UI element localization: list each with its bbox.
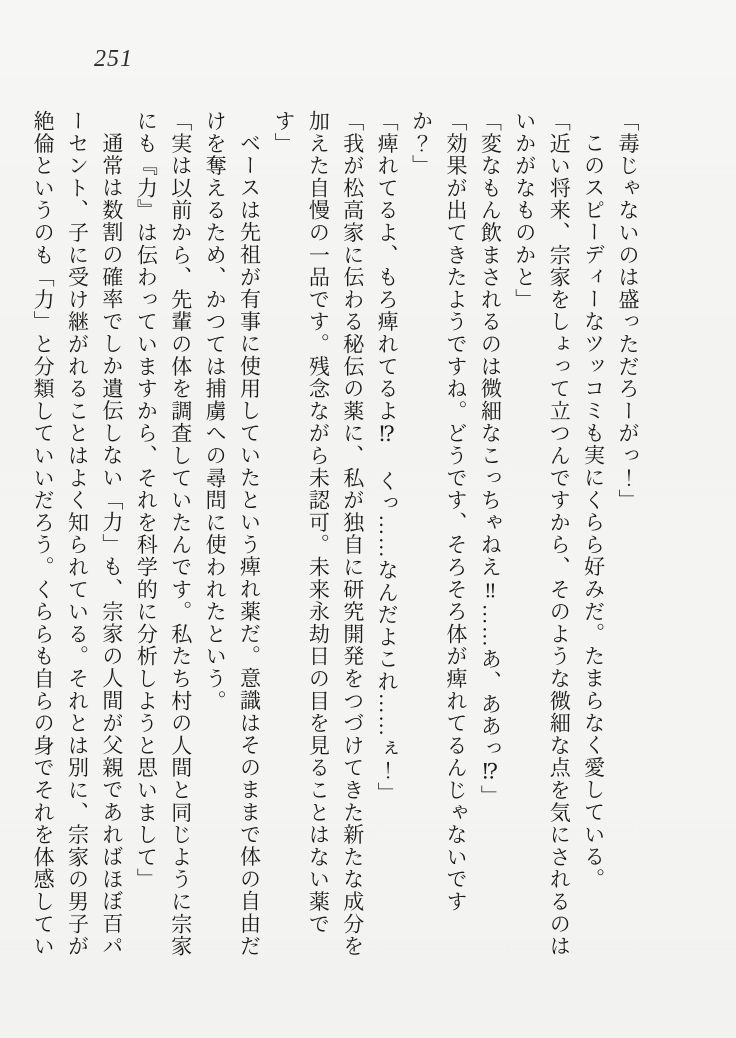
text-column-09: 加えた自慢の一品です。残念ながら未認可。未来永劫日の目を見ることはない薬で [306, 110, 331, 936]
text-column-16: ーセント、子に受け継がれることはよく知られている。それとは別に、宗家の男子が [65, 110, 90, 958]
vertical-text-body [26, 110, 645, 962]
text-column-04: いかがなものかと」 [512, 110, 537, 311]
text-column-13: 「実は以前から、先輩の体を調査していたんです。私たち村の人間と同じように宗家 [168, 110, 193, 958]
text-column-01: 「毒じゃないのは盛っただろーがっ！」 [616, 110, 640, 512]
text-column-02: このスピーディーなツッコミも実にくらら好みだ。たまらなく愛している。 [581, 132, 606, 891]
text-column-17: 絶倫というのも「力」と分類していいだろう。くららも自らの身でそれを体感してい [31, 110, 56, 958]
text-column-05: 「変なもん飲まされるのは微細なこっちゃねえ‼……あ、ああっ⁉」 [478, 110, 503, 808]
text-column-10: す」 [271, 110, 296, 155]
text-column-12: けを奪えるため、かつては捕虜への尋問に使われたという。 [203, 110, 228, 713]
text-column-03: 「近い将来、宗家をしょって立つんですから、そのような微細な点を気にされるのは [547, 110, 572, 958]
text-column-06: 「効果が出てきたようですね。どうです、そろそろ体が痺れてるんじゃないですか？」 [409, 110, 468, 913]
page-number: 251 [94, 46, 133, 72]
text-column-07: 「痺れてるよ、もろ痺れてるよ⁉ くっ……なんだよこれ……ぇ！」 [375, 110, 400, 805]
text-column-08: 「我が松高家に伝わる秘伝の薬に、私が独自に研究開発をつづけてきた新たな成分を [340, 110, 365, 958]
text-column-14: にも『力』は伝わっていますから、それを科学的に分析しようと思いまして」 [134, 110, 159, 891]
text-column-11: ベースは先祖が有事に使用していたという痺れ薬だ。意識はそのままで体の自由だ [237, 132, 262, 958]
text-column-15: 通常は数割の確率でしか遺伝しない「力」も、宗家の人間が父親であればほぼ百パ [99, 132, 124, 958]
